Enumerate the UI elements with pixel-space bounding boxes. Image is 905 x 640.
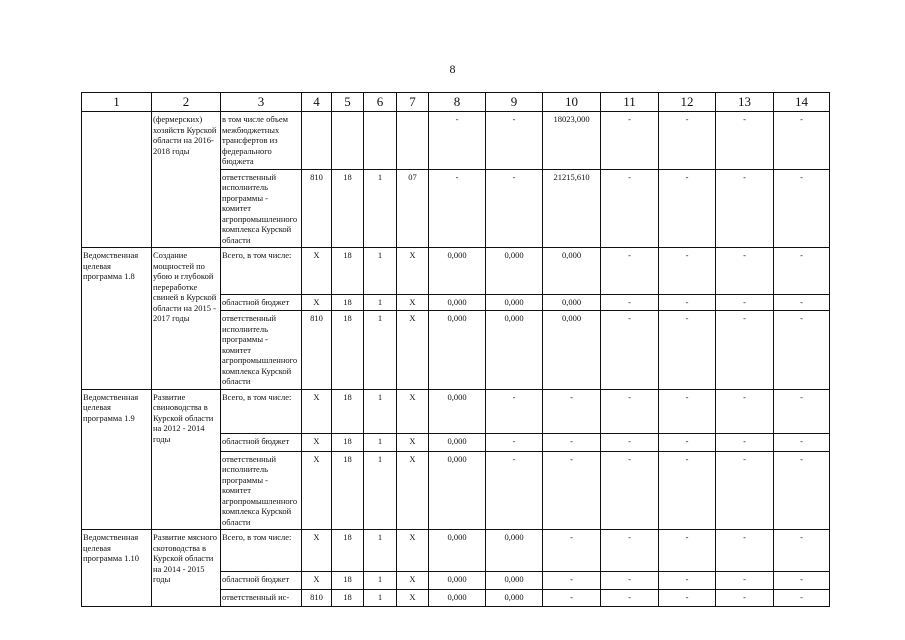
value-cell-col-8: 0,000 xyxy=(429,572,486,590)
column-header-3: 3 xyxy=(221,93,302,112)
value-cell-col-8: 0,000 xyxy=(429,451,486,530)
value-cell-col-10: - xyxy=(543,389,601,433)
value-cell-col-6 xyxy=(364,112,397,170)
page-number: 8 xyxy=(449,62,456,76)
program-name-cell xyxy=(82,112,152,248)
program-name-cell: Ведомственная целевая программа 1.8 xyxy=(82,248,152,390)
value-cell-col-10: 18023,000 xyxy=(543,112,601,170)
value-cell-col-4: 810 xyxy=(302,169,332,248)
value-cell-col-11: - xyxy=(601,389,659,433)
value-cell-col-10: 0,000 xyxy=(543,311,601,390)
header-row xyxy=(82,93,830,112)
value-cell-col-6: 1 xyxy=(364,433,397,451)
column-header-11: 11 xyxy=(601,93,659,112)
table-row xyxy=(82,112,830,170)
value-cell-col-5: 18 xyxy=(332,169,364,248)
value-cell-col-7: X xyxy=(397,311,429,390)
value-cell-col-6: 1 xyxy=(364,590,397,607)
value-cell-col-14: - xyxy=(774,112,830,170)
funding-source-cell: Всего, в том числе: xyxy=(221,530,302,572)
value-cell-col-13: - xyxy=(716,248,774,295)
value-cell-col-14: - xyxy=(774,590,830,607)
value-cell-col-12: - xyxy=(659,590,716,607)
column-header-5: 5 xyxy=(332,93,364,112)
value-cell-col-14: - xyxy=(774,572,830,590)
table-row xyxy=(82,248,830,295)
value-cell-col-14: - xyxy=(774,530,830,572)
program-title-cell: Создание мощностей по убою и глубокой переработке свиней в Курской области на 2015 - 2017 годы xyxy=(152,248,221,390)
value-cell-col-14: - xyxy=(774,169,830,248)
value-cell-col-7: 07 xyxy=(397,169,429,248)
value-cell-col-4: X xyxy=(302,530,332,572)
column-header-13: 13 xyxy=(716,93,774,112)
value-cell-col-8: 0,000 xyxy=(429,590,486,607)
value-cell-col-4: X xyxy=(302,295,332,311)
value-cell-col-9: - xyxy=(486,169,543,248)
value-cell-col-9: 0,000 xyxy=(486,590,543,607)
value-cell-col-5: 18 xyxy=(332,295,364,311)
column-header-1: 1 xyxy=(82,93,152,112)
column-header-14: 14 xyxy=(774,93,830,112)
value-cell-col-7: X xyxy=(397,389,429,433)
value-cell-col-7: X xyxy=(397,530,429,572)
value-cell-col-4 xyxy=(302,112,332,170)
value-cell-col-7: X xyxy=(397,590,429,607)
value-cell-col-9: - xyxy=(486,112,543,170)
value-cell-col-9: 0,000 xyxy=(486,572,543,590)
value-cell-col-4: X xyxy=(302,451,332,530)
funding-source-cell: ответственный исполнитель программы - комитет агропромышленного комплекса Курской области xyxy=(221,169,302,248)
value-cell-col-8: - xyxy=(429,169,486,248)
value-cell-col-7: X xyxy=(397,572,429,590)
funding-source-cell: ответственный ис- xyxy=(221,590,302,607)
value-cell-col-4: X xyxy=(302,572,332,590)
value-cell-col-13: - xyxy=(716,433,774,451)
value-cell-col-7: X xyxy=(397,433,429,451)
value-cell-col-9: - xyxy=(486,451,543,530)
value-cell-col-11: - xyxy=(601,295,659,311)
value-cell-col-6: 1 xyxy=(364,248,397,295)
value-cell-col-10: - xyxy=(543,451,601,530)
value-cell-col-9: - xyxy=(486,389,543,433)
value-cell-col-12: - xyxy=(659,311,716,390)
column-header-6: 6 xyxy=(364,93,397,112)
value-cell-col-13: - xyxy=(716,389,774,433)
value-cell-col-8: - xyxy=(429,112,486,170)
value-cell-col-5: 18 xyxy=(332,451,364,530)
value-cell-col-8: 0,000 xyxy=(429,311,486,390)
value-cell-col-11: - xyxy=(601,248,659,295)
column-header-9: 9 xyxy=(486,93,543,112)
funding-source-cell: в том числе объем межбюджетных трансфертов из федерального бюджета xyxy=(221,112,302,170)
value-cell-col-9: 0,000 xyxy=(486,530,543,572)
value-cell-col-6: 1 xyxy=(364,451,397,530)
value-cell-col-8: 0,000 xyxy=(429,433,486,451)
value-cell-col-5: 18 xyxy=(332,572,364,590)
value-cell-col-13: - xyxy=(716,451,774,530)
value-cell-col-8: 0,000 xyxy=(429,530,486,572)
value-cell-col-14: - xyxy=(774,433,830,451)
budget-table xyxy=(81,92,830,607)
value-cell-col-5: 18 xyxy=(332,389,364,433)
value-cell-col-9: - xyxy=(486,433,543,451)
value-cell-col-5: 18 xyxy=(332,530,364,572)
value-cell-col-13: - xyxy=(716,590,774,607)
value-cell-col-4: 810 xyxy=(302,311,332,390)
value-cell-col-11: - xyxy=(601,433,659,451)
value-cell-col-9: 0,000 xyxy=(486,248,543,295)
value-cell-col-10: 0,000 xyxy=(543,295,601,311)
program-title-cell: Развитие свиноводства в Курской области на 2012 - 2014 годы xyxy=(152,389,221,530)
value-cell-col-8: 0,000 xyxy=(429,248,486,295)
value-cell-col-14: - xyxy=(774,451,830,530)
value-cell-col-4: X xyxy=(302,433,332,451)
funding-source-cell: областной бюджет xyxy=(221,295,302,311)
table-row xyxy=(82,389,830,433)
value-cell-col-4: X xyxy=(302,389,332,433)
value-cell-col-13: - xyxy=(716,169,774,248)
program-name-cell: Ведомственная целевая программа 1.10 xyxy=(82,530,152,607)
value-cell-col-12: - xyxy=(659,389,716,433)
value-cell-col-6: 1 xyxy=(364,295,397,311)
value-cell-col-13: - xyxy=(716,572,774,590)
value-cell-col-14: - xyxy=(774,311,830,390)
funding-source-cell: ответственный исполнитель программы - комитет агропромышленного комплекса Курской области xyxy=(221,311,302,390)
value-cell-col-6: 1 xyxy=(364,311,397,390)
value-cell-col-10: - xyxy=(543,572,601,590)
program-name-cell: Ведомственная целевая программа 1.9 xyxy=(82,389,152,530)
value-cell-col-13: - xyxy=(716,295,774,311)
value-cell-col-9: 0,000 xyxy=(486,295,543,311)
value-cell-col-4: 810 xyxy=(302,590,332,607)
value-cell-col-7: X xyxy=(397,451,429,530)
value-cell-col-14: - xyxy=(774,389,830,433)
value-cell-col-6: 1 xyxy=(364,389,397,433)
column-header-12: 12 xyxy=(659,93,716,112)
value-cell-col-11: - xyxy=(601,451,659,530)
value-cell-col-5: 18 xyxy=(332,248,364,295)
value-cell-col-11: - xyxy=(601,311,659,390)
value-cell-col-12: - xyxy=(659,169,716,248)
value-cell-col-12: - xyxy=(659,451,716,530)
value-cell-col-9: 0,000 xyxy=(486,311,543,390)
value-cell-col-10: - xyxy=(543,433,601,451)
funding-source-cell: Всего, в том числе: xyxy=(221,248,302,295)
value-cell-col-10: 0,000 xyxy=(543,248,601,295)
value-cell-col-7 xyxy=(397,112,429,170)
table-row xyxy=(82,530,830,572)
value-cell-col-5 xyxy=(332,112,364,170)
value-cell-col-6: 1 xyxy=(364,572,397,590)
value-cell-col-12: - xyxy=(659,112,716,170)
program-title-cell: (фермерских) хозяйств Курской области на 2016-2018 годы xyxy=(152,112,221,248)
value-cell-col-7: X xyxy=(397,248,429,295)
column-header-8: 8 xyxy=(429,93,486,112)
table-body xyxy=(82,112,830,607)
value-cell-col-11: - xyxy=(601,590,659,607)
value-cell-col-14: - xyxy=(774,248,830,295)
value-cell-col-12: - xyxy=(659,248,716,295)
value-cell-col-10: 21215,610 xyxy=(543,169,601,248)
value-cell-col-5: 18 xyxy=(332,311,364,390)
value-cell-col-6: 1 xyxy=(364,530,397,572)
funding-source-cell: Всего, в том числе: xyxy=(221,389,302,433)
funding-source-cell: областной бюджет xyxy=(221,433,302,451)
value-cell-col-13: - xyxy=(716,530,774,572)
value-cell-col-11: - xyxy=(601,572,659,590)
value-cell-col-14: - xyxy=(774,295,830,311)
value-cell-col-12: - xyxy=(659,530,716,572)
column-header-10: 10 xyxy=(543,93,601,112)
value-cell-col-11: - xyxy=(601,530,659,572)
value-cell-col-8: 0,000 xyxy=(429,295,486,311)
column-header-4: 4 xyxy=(302,93,332,112)
value-cell-col-13: - xyxy=(716,112,774,170)
column-header-7: 7 xyxy=(397,93,429,112)
value-cell-col-10: - xyxy=(543,530,601,572)
value-cell-col-11: - xyxy=(601,169,659,248)
funding-source-cell: областной бюджет xyxy=(221,572,302,590)
value-cell-col-12: - xyxy=(659,295,716,311)
value-cell-col-12: - xyxy=(659,572,716,590)
value-cell-col-5: 18 xyxy=(332,590,364,607)
value-cell-col-13: - xyxy=(716,311,774,390)
funding-source-cell: ответственный исполнитель программы - комитет агропромышленного комплекса Курской области xyxy=(221,451,302,530)
value-cell-col-8: 0,000 xyxy=(429,389,486,433)
value-cell-col-7: X xyxy=(397,295,429,311)
program-title-cell: Развитие мясного скотоводства в Курской области на 2014 - 2015 годы xyxy=(152,530,221,607)
value-cell-col-10: - xyxy=(543,590,601,607)
value-cell-col-5: 18 xyxy=(332,433,364,451)
value-cell-col-11: - xyxy=(601,112,659,170)
value-cell-col-6: 1 xyxy=(364,169,397,248)
value-cell-col-12: - xyxy=(659,433,716,451)
column-header-2: 2 xyxy=(152,93,221,112)
value-cell-col-4: X xyxy=(302,248,332,295)
